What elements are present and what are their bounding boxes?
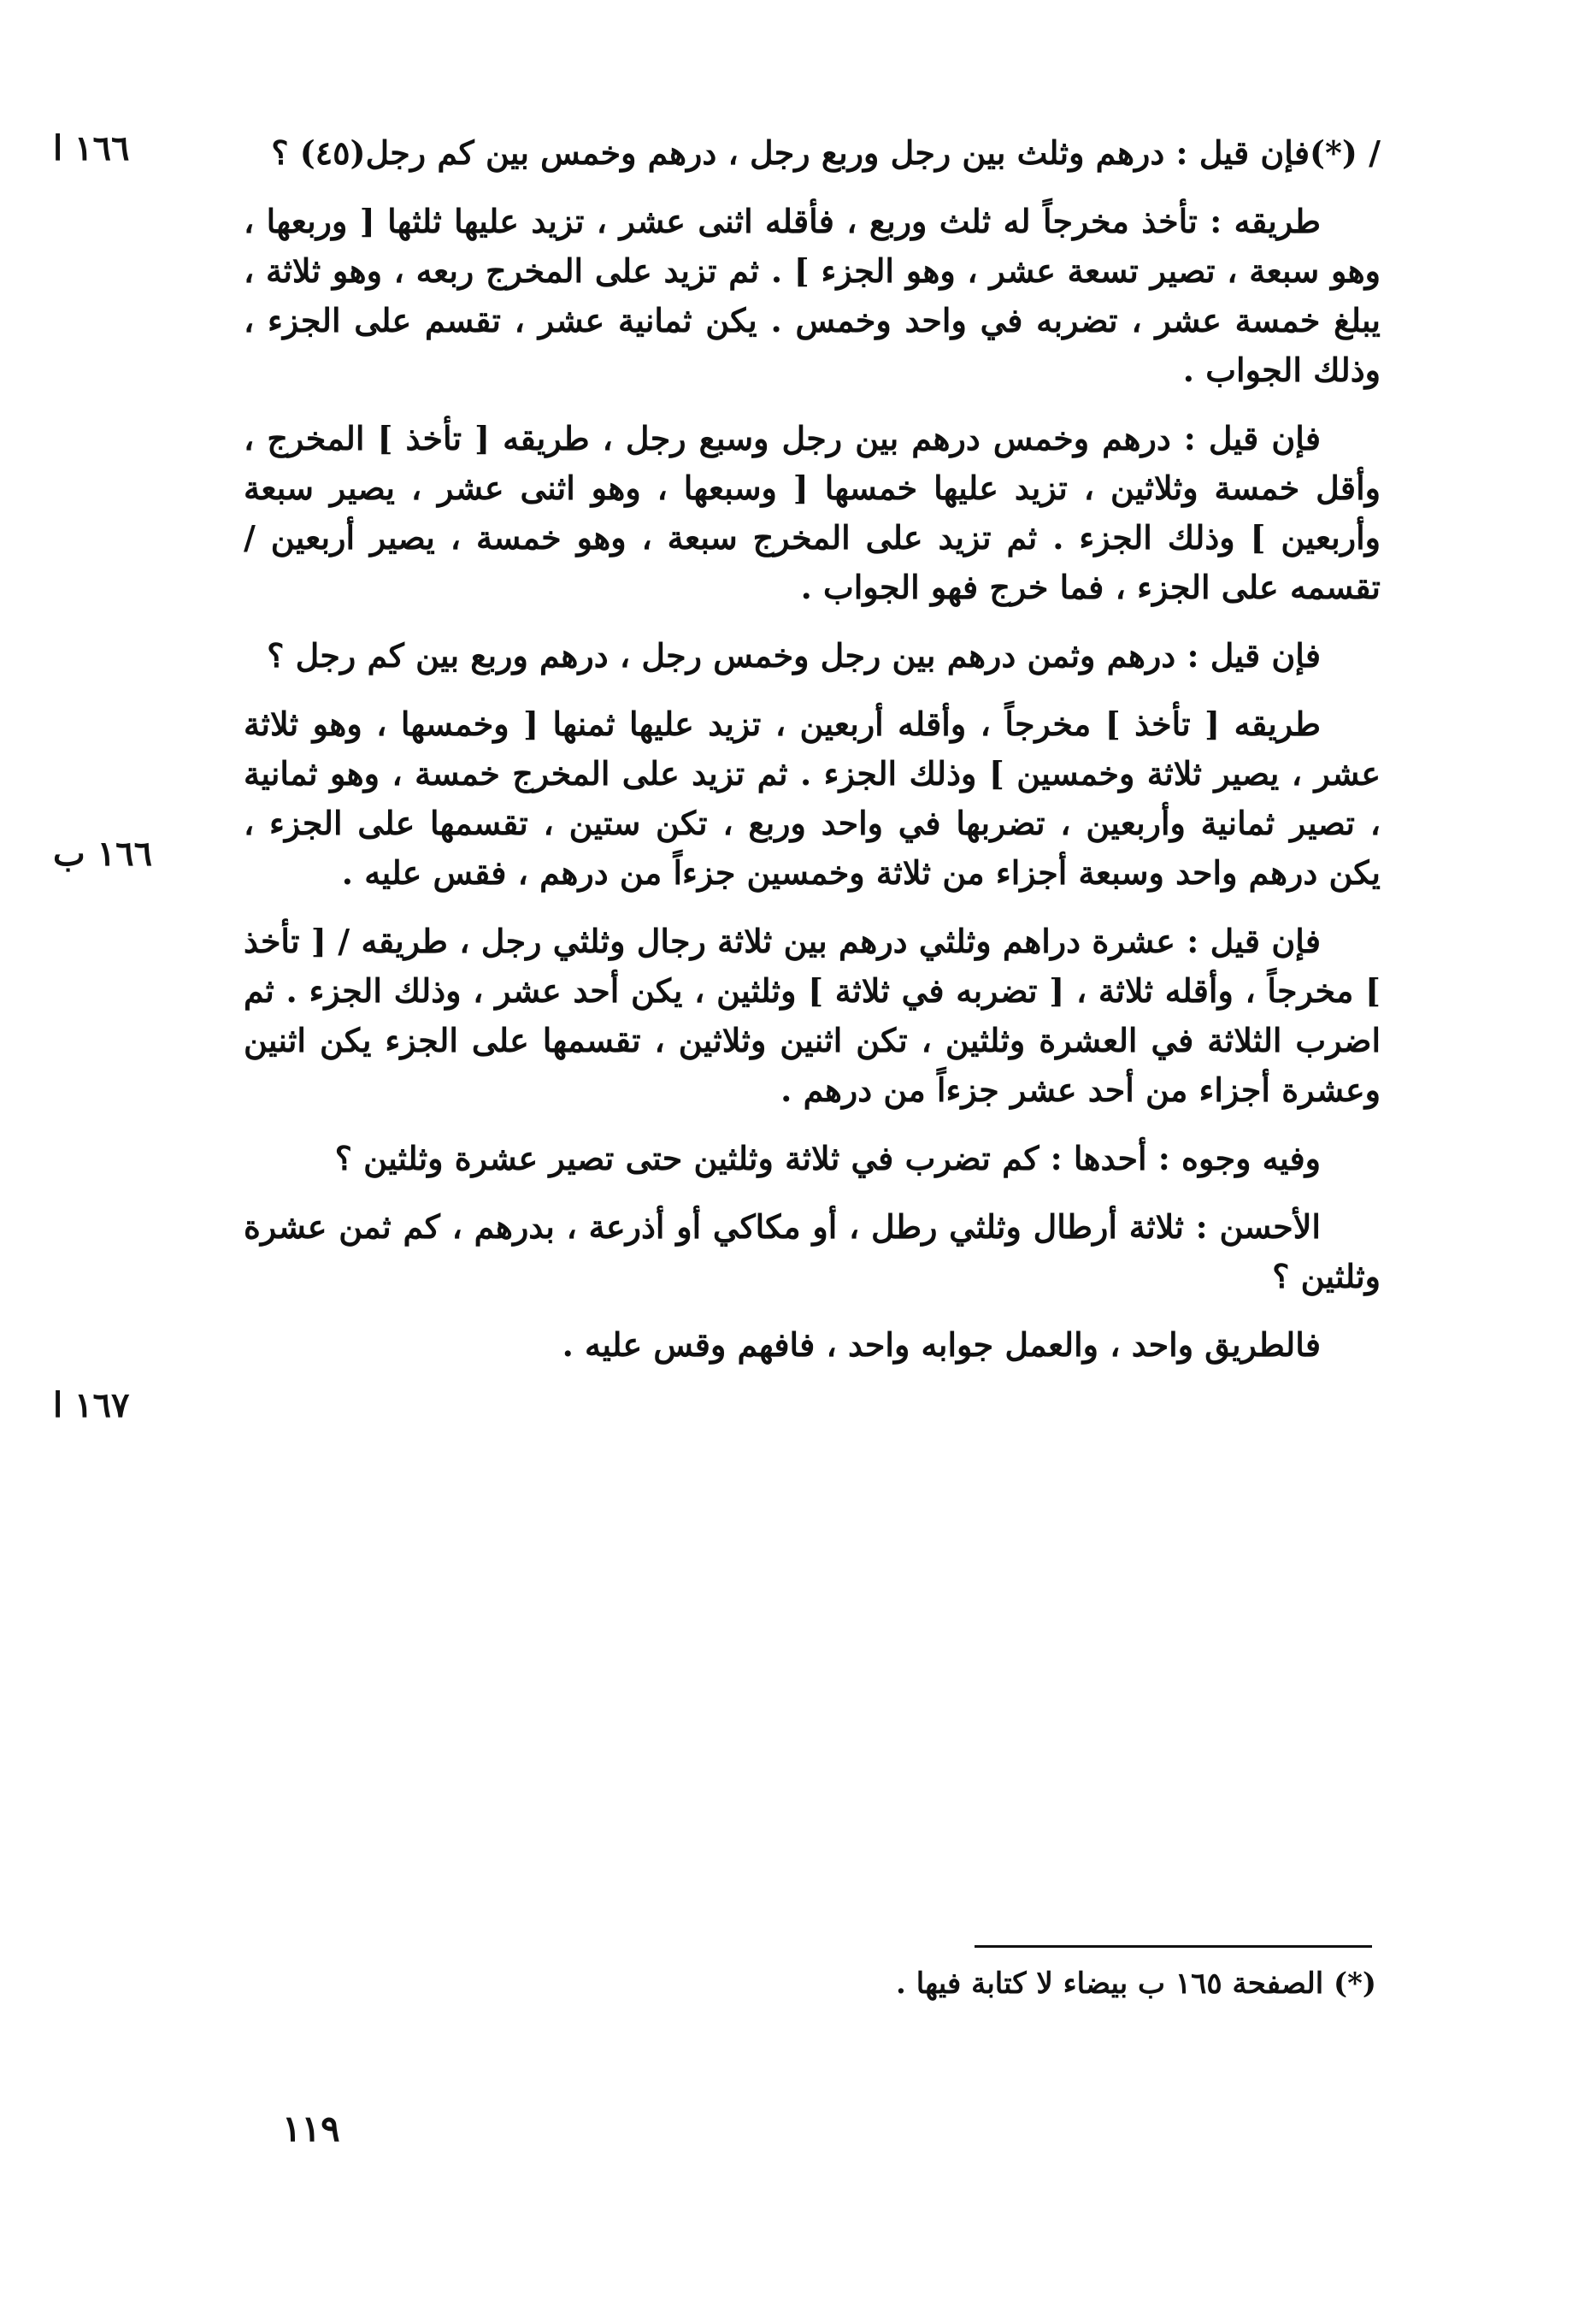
margin-note-1: ١٦٦ ا <box>53 128 130 168</box>
page-number: ١١٩ <box>282 2108 340 2150</box>
paragraph-3: فإن قيل : درهم وخمس درهم بين رجل وسبع رجل ، طريقه [ تأخذ ] المخرج ، وأقل خمسة وثلاثين ، تزيد عليها خمسها [ وسبعها ، وهو اثنى عشر ، يصير سبعة وأربعين ] وذلك الجزء . ثم تزيد على المخرج سبعة ، وهو خمسة ، يصير أربعين / تقسمه على الجزء ، فما خرج فهو الجواب . <box>244 419 1381 606</box>
paragraph-4: فإن قيل : درهم وثمن درهم بين رجل وخمس رجل ، درهم وربع بين كم رجل ؟ <box>267 636 1321 675</box>
paragraph-5: طريقه [ تأخذ ] مخرجاً ، وأقله أربعين ، تزيد عليها ثمنها [ وخمسها ، وهو ثلاثة عشر ، يصير ثلاثة وخمسين ] وذلك الجزء . ثم تزيد على المخرج خمسة ، وهو ثمانية ، تصير ثمانية وأربعين ، تضربها في واحد وربع ، تكن ستين ، تقسمها على الجزء ، يكن درهم واحد وسبعة أجزاء من ثلاثة وخمسين جزءاً من درهم ، فقس عليه . <box>244 705 1381 892</box>
paragraph-9: فالطريق واحد ، والعمل جوابه واحد ، فافهم وقس عليه . <box>562 1325 1321 1364</box>
paragraph-7: وفيه وجوه : أحدها : كم تضرب في ثلاثة وثلثين حتى تصير عشرة وثلثين ؟ <box>334 1139 1321 1177</box>
margin-note-3: ١٦٧ ا <box>53 1385 130 1425</box>
main-text <box>244 128 1381 1389</box>
paragraph-1: / (*)فإن قيل : درهم وثلث بين رجل وربع رجل ، درهم وخمس بين كم رجل(٤٥) ؟ <box>271 133 1381 172</box>
paragraph-2: طريقه : تأخذ مخرجاً له ثلث وربع ، فأقله اثنى عشر ، تزيد عليها ثلثها [ وربعها ، وهو سبعة ، تصير تسعة عشر ، وهو الجزء ] . ثم تزيد على المخرج ربعه ، وهو ثلاثة ، يبلغ خمسة عشر ، تضربه في واحد وخمس . يكن ثمانية عشر ، تقسم على الجزء ، وذلك الجواب . <box>244 202 1381 389</box>
footnote: (*) الصفحة ١٦٥ ب بيضاء لا كتابة فيها . <box>896 1967 1376 2001</box>
margin-note-2: ١٦٦ ب <box>53 834 153 874</box>
paragraph-6: فإن قيل : عشرة دراهم وثلثي درهم بين ثلاثة رجال وثلثي رجل ، طريقه / [ تأخذ ] مخرجاً ، وأقله ثلاثة ، [ تضربه في ثلاثة ] وثلثين ، يكن أحد عشر ، وذلك الجزء . ثم اضرب الثلاثة في العشرة وثلثين ، تكن اثنين وثلاثين ، تقسمها على الجزء يكن اثنين وعشرة أجزاء من أحد عشر جزءاً من درهم . <box>244 922 1381 1109</box>
paragraph-8: الأحسن : ثلاثة أرطال وثلثي رطل ، أو مكاكي أو أذرعة ، بدرهم ، كم ثمن عشرة وثلثين ؟ <box>244 1207 1381 1295</box>
footnote-divider <box>975 1945 1372 1948</box>
